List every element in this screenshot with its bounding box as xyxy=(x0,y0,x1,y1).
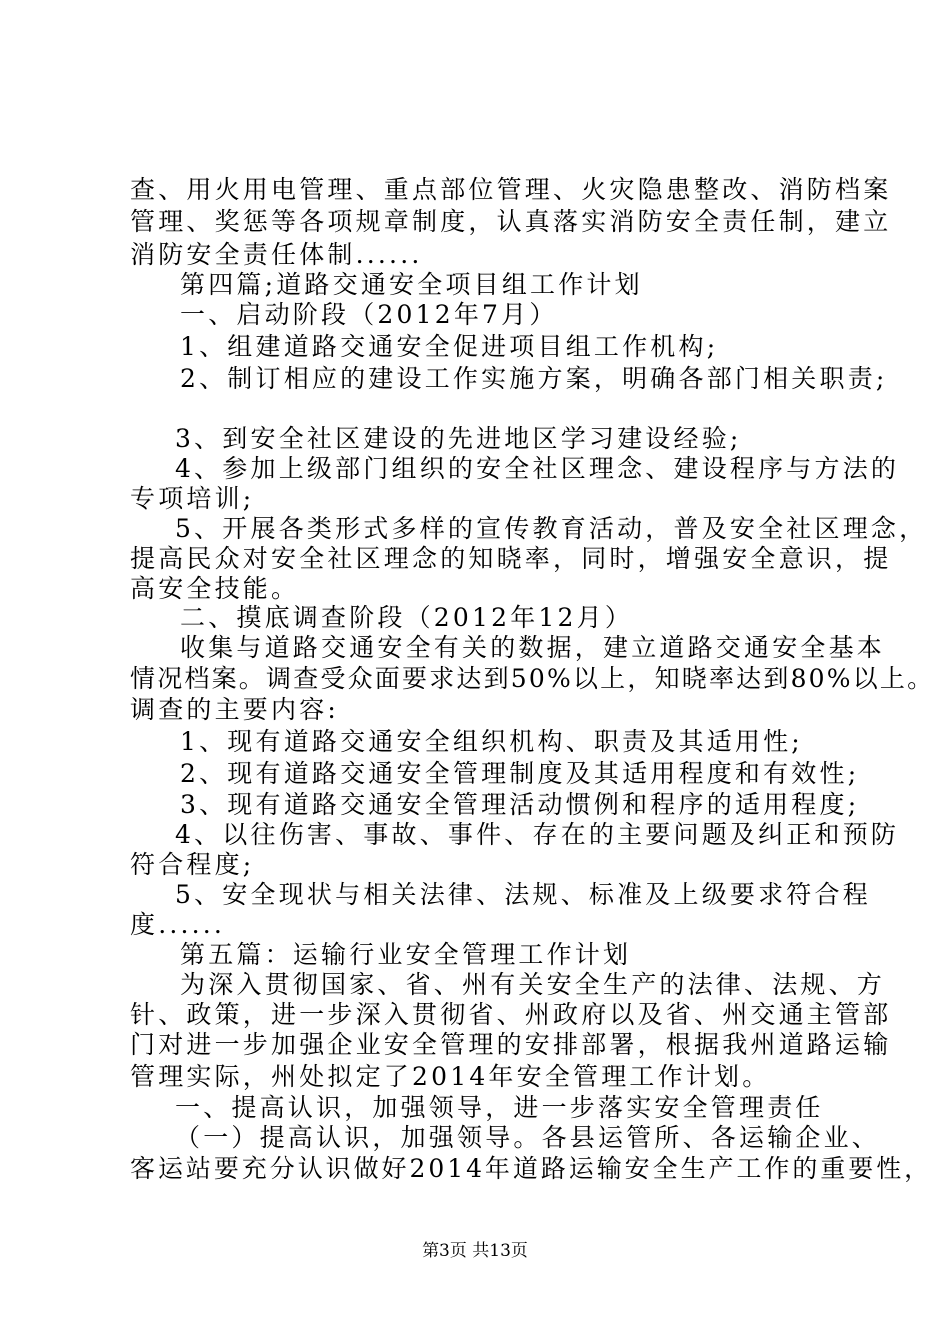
text-line: 客运站要充分认识做好2014年道路运输安全生产工作的重要性， xyxy=(130,1154,933,1183)
text-line: 度...... xyxy=(130,910,226,939)
list-item: 2、现有道路交通安全管理制度及其适用程度和有效性; xyxy=(180,759,860,788)
text-line: 管理、奖惩等各项规章制度，认真落实消防安全责任制，建立 xyxy=(130,207,892,236)
list-item: 3、现有道路交通安全管理活动惯例和程序的适用程度; xyxy=(180,790,860,819)
list-item: 3、到安全社区建设的先进地区学习建设经验; xyxy=(175,424,742,453)
list-item: 2、制订相应的建设工作实施方案，明确各部门相关职责; xyxy=(180,364,888,393)
text-line: 门对进一步加强企业安全管理的安排部署，根据我州道路运输 xyxy=(130,1030,892,1059)
list-item: 4、以往伤害、事故、事件、存在的主要问题及纠正和预防 xyxy=(175,820,900,849)
page-number-footer: 第3页 共13页 xyxy=(422,1241,528,1261)
paragraph-line: 为深入贯彻国家、省、州有关安全生产的法律、法规、方 xyxy=(180,970,886,999)
subsection-heading: 一、启动阶段（2012年7月） xyxy=(180,300,558,329)
text-line: 情况档案。调查受众面要求达到50%以上，知晓率达到80%以上。 xyxy=(130,664,935,693)
text-line: 消防安全责任体制...... xyxy=(130,240,423,269)
paragraph-line: 收集与道路交通安全有关的数据，建立道路交通安全基本 xyxy=(180,633,886,662)
text-line: 高安全技能。 xyxy=(130,574,300,603)
text-line: 调查的主要内容: xyxy=(130,695,340,724)
section-heading: 第五篇：运输行业安全管理工作计划 xyxy=(180,940,632,969)
paragraph-line: （一）提高认识，加强领导。各县运管所、各运输企业、 xyxy=(175,1123,881,1152)
subsection-heading: 一、提高认识，加强领导，进一步落实安全管理责任 xyxy=(175,1093,824,1122)
text-line: 提高民众对安全社区理念的知晓率，同时，增强安全意识，提 xyxy=(130,544,892,573)
text-line: 查、用火用电管理、重点部位管理、火灾隐患整改、消防档案 xyxy=(130,175,892,204)
list-item: 1、组建道路交通安全促进项目组工作机构; xyxy=(180,332,719,361)
subsection-heading: 二、摸底调查阶段（2012年12月） xyxy=(180,603,634,632)
text-line: 管理实际，州处拟定了2014年安全管理工作计划。 xyxy=(130,1062,771,1091)
list-item: 4、参加上级部门组织的安全社区理念、建设程序与方法的 xyxy=(175,454,900,483)
text-line: 符合程度; xyxy=(130,850,255,879)
text-line: 专项培训; xyxy=(130,484,255,513)
section-heading: 第四篇;道路交通安全项目组工作计划 xyxy=(180,270,643,299)
text-line: 针、政策，进一步深入贯彻省、州政府以及省、州交通主管部 xyxy=(130,1000,892,1029)
list-item: 5、安全现状与相关法律、法规、标准及上级要求符合程 xyxy=(175,880,871,909)
list-item: 5、开展各类形式多样的宣传教育活动，普及安全社区理念， xyxy=(175,514,928,543)
list-item: 1、现有道路交通安全组织机构、职责及其适用性; xyxy=(180,727,803,756)
